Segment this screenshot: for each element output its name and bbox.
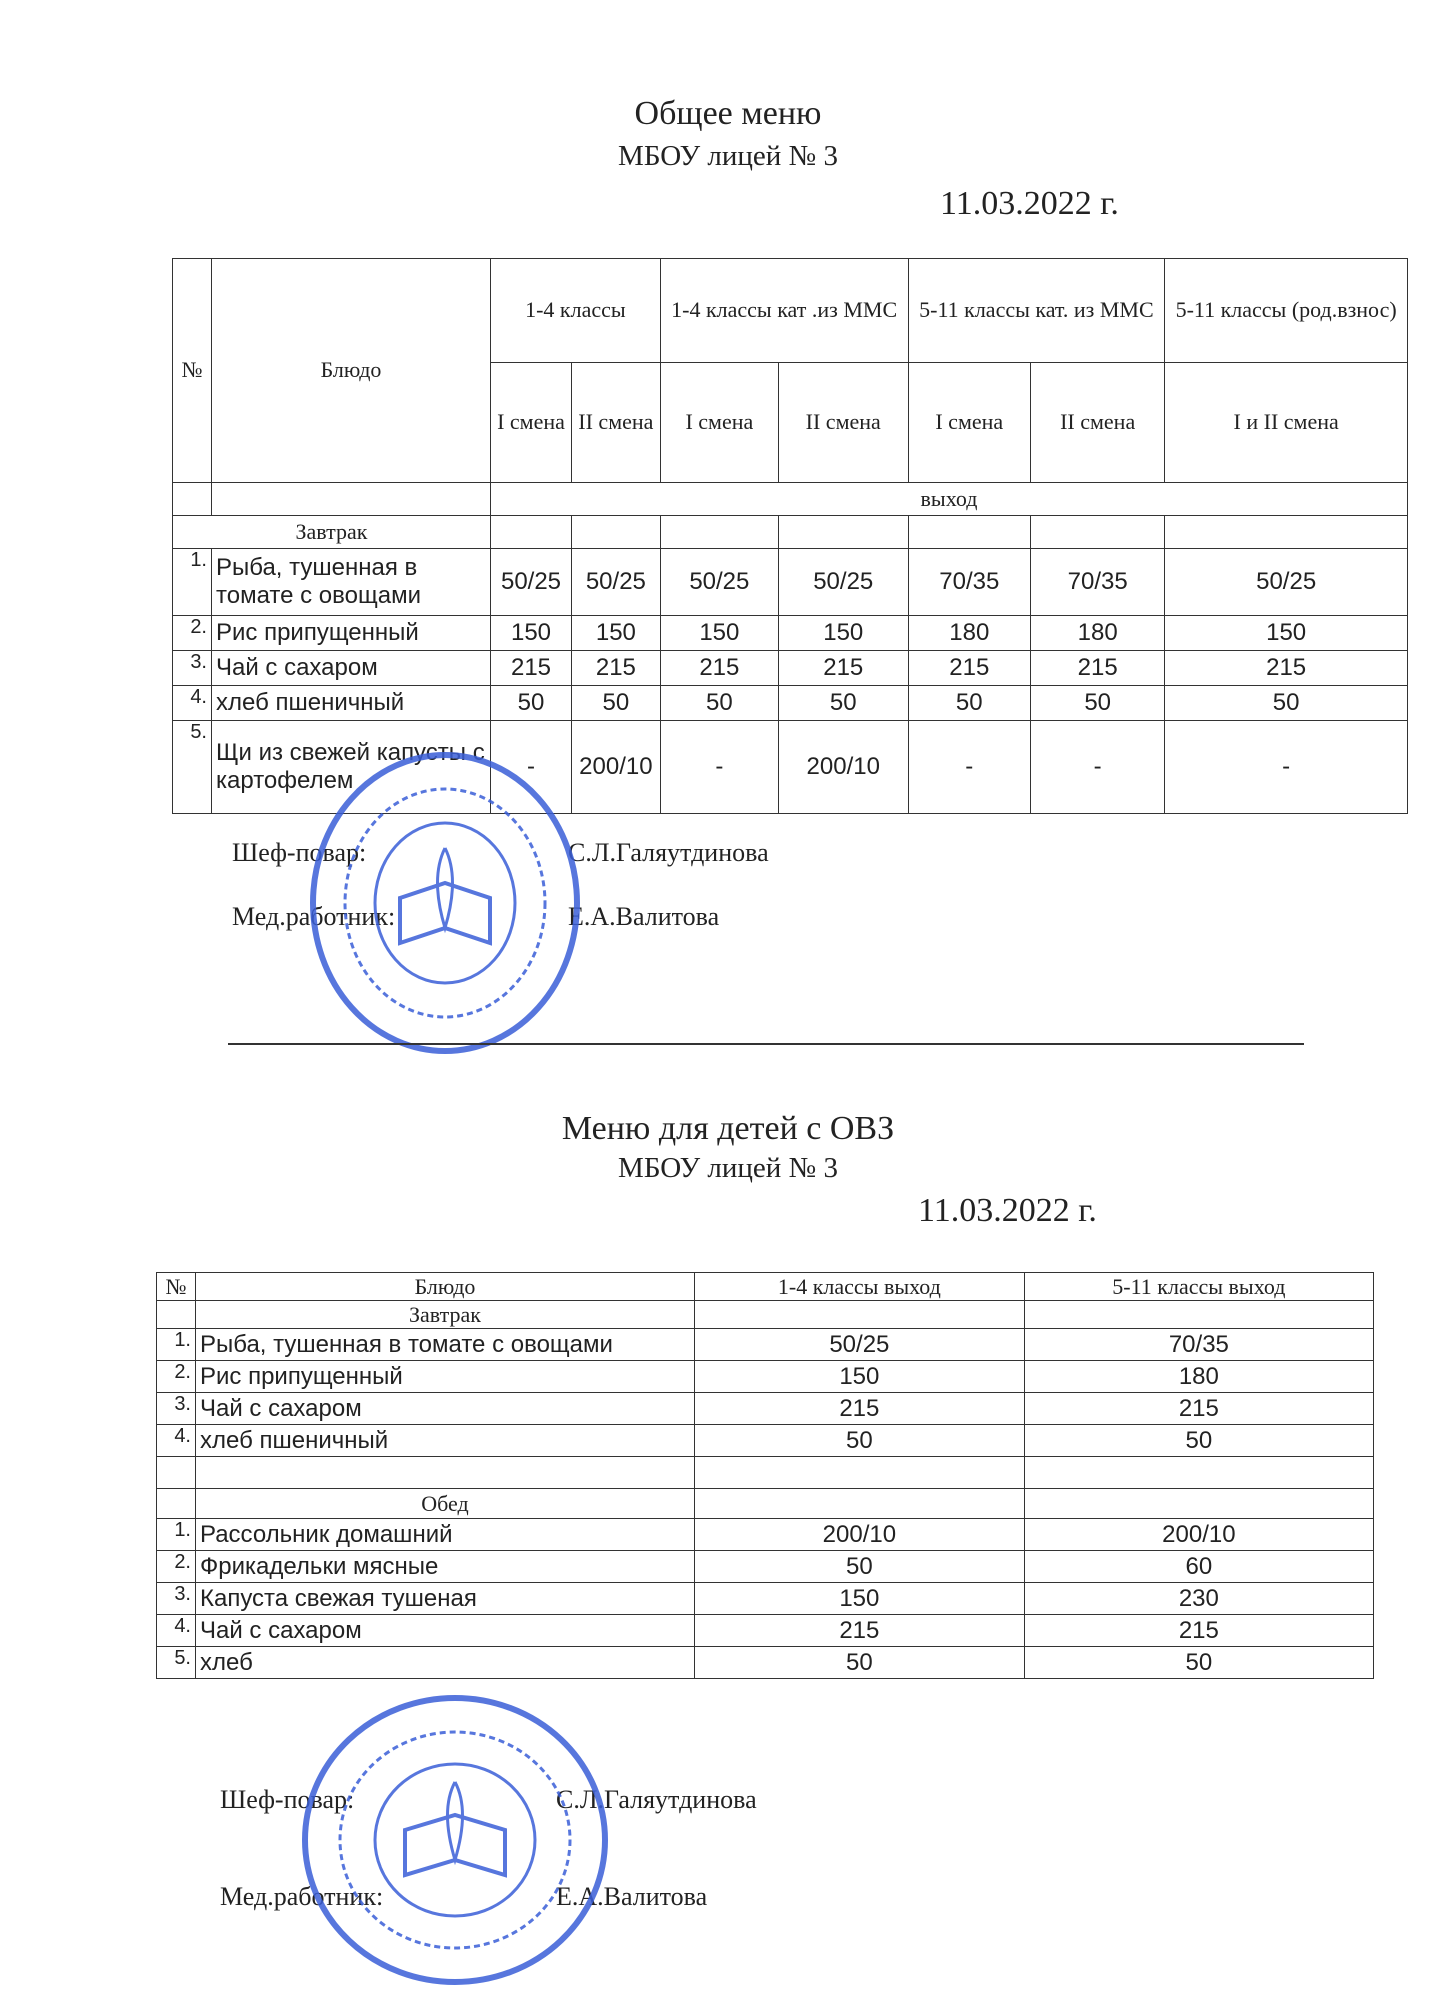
divider: [228, 1043, 1304, 1045]
dish-name: Рис припущенный: [196, 1361, 695, 1393]
portion-value: -: [491, 721, 572, 814]
portion-value: 215: [660, 651, 778, 686]
col-group: 5-11 классы (род.взнос): [1165, 259, 1408, 363]
dish-name: Чай с сахаром: [212, 651, 491, 686]
menu2-title: Меню для детей с ОВЗ: [561, 1110, 895, 1147]
portion-value: 50/25: [660, 548, 778, 616]
portion-value: 215: [572, 651, 661, 686]
portion-value: 230: [1024, 1583, 1373, 1615]
portion-value: 180: [1031, 616, 1165, 651]
portion-value: 215: [908, 651, 1031, 686]
med-name: Е.А.Валитова: [556, 1882, 708, 1911]
row-number: 4.: [157, 1425, 196, 1457]
portion-value: 50: [1165, 686, 1408, 721]
table-row: [157, 1583, 1374, 1615]
dish-name: Капуста свежая тушеная: [196, 1583, 695, 1615]
col-dish: Блюдо: [196, 1273, 695, 1301]
portion-value: 50/25: [491, 548, 572, 616]
table-row: [173, 548, 1408, 616]
chef-label: Шеф-повар:: [220, 1785, 355, 1814]
menu2-school: МБОУ лицей № 3: [618, 1152, 838, 1184]
col-1-4: 1-4 классы выход: [695, 1273, 1025, 1301]
official-stamp: [295, 1690, 615, 1995]
meal-lunch: Обед: [196, 1489, 695, 1519]
portion-value: 150: [491, 616, 572, 651]
portion-value: -: [1031, 721, 1165, 814]
portion-value: 150: [778, 616, 908, 651]
col-5-11: 5-11 классы выход: [1024, 1273, 1373, 1301]
table-row: [157, 1361, 1374, 1393]
meal-breakfast: Завтрак: [173, 515, 491, 548]
dish-name: хлеб: [196, 1647, 695, 1679]
portion-value: 215: [491, 651, 572, 686]
portion-value: -: [908, 721, 1031, 814]
portion-value: 50: [908, 686, 1031, 721]
portion-value: 50: [695, 1425, 1025, 1457]
portion-value: 150: [695, 1361, 1025, 1393]
col-shift: I и II смена: [1165, 362, 1408, 482]
output-label: выход: [491, 482, 1408, 515]
portion-value: 50: [778, 686, 908, 721]
dish-name: Рис припущенный: [212, 616, 491, 651]
col-shift: II смена: [1031, 362, 1165, 482]
col-shift: II смена: [778, 362, 908, 482]
med-label: Мед.работник:: [220, 1882, 384, 1911]
dish-name: Рассольник домашний: [196, 1519, 695, 1551]
dish-name: Рыба, тушенная в томате с овощами: [196, 1329, 695, 1361]
col-shift: I смена: [491, 362, 572, 482]
col-shift: I смена: [908, 362, 1031, 482]
col-shift: II смена: [572, 362, 661, 482]
col-group: 5-11 классы кат. из ММС: [908, 259, 1165, 363]
meal-breakfast: Завтрак: [196, 1301, 695, 1329]
portion-value: 70/35: [1031, 548, 1165, 616]
portion-value: 200/10: [695, 1519, 1025, 1551]
table-row: [173, 686, 1408, 721]
table-row: [157, 1329, 1374, 1361]
menu2-table: [156, 1272, 1374, 1679]
portion-value: 50/25: [695, 1329, 1025, 1361]
menu2-date: 11.03.2022 г.: [918, 1192, 1097, 1229]
row-number: 2.: [157, 1551, 196, 1583]
portion-value: 215: [695, 1393, 1025, 1425]
chef-label: Шеф-повар:: [232, 838, 367, 867]
table-row: [157, 1551, 1374, 1583]
portion-value: 200/10: [1024, 1519, 1373, 1551]
portion-value: 50: [695, 1647, 1025, 1679]
table-row: [173, 651, 1408, 686]
portion-value: 215: [1024, 1615, 1373, 1647]
table-row: [157, 1615, 1374, 1647]
portion-value: 70/35: [908, 548, 1031, 616]
dish-name: Фрикадельки мясные: [196, 1551, 695, 1583]
portion-value: 50/25: [778, 548, 908, 616]
portion-value: 215: [1031, 651, 1165, 686]
portion-value: 50: [660, 686, 778, 721]
col-dish: Блюдо: [212, 259, 491, 483]
row-number: 3.: [173, 651, 212, 686]
portion-value: 200/10: [778, 721, 908, 814]
menu1-title: Общее меню: [634, 95, 822, 132]
dish-name: Рыба, тушенная в томате с овощами: [212, 548, 491, 616]
chef-name: С.Л.Галяутдинова: [568, 838, 769, 867]
portion-value: 150: [660, 616, 778, 651]
portion-value: 50: [1031, 686, 1165, 721]
portion-value: 60: [1024, 1551, 1373, 1583]
table-row: [157, 1647, 1374, 1679]
portion-value: 150: [695, 1583, 1025, 1615]
chef-name: С.Л.Галяутдинова: [556, 1785, 757, 1814]
table-row: [157, 1425, 1374, 1457]
table-row: [157, 1393, 1374, 1425]
med-label: Мед.работник:: [232, 902, 396, 931]
table-row: [173, 616, 1408, 651]
portion-value: 180: [1024, 1361, 1373, 1393]
dish-name: хлеб пшеничный: [212, 686, 491, 721]
portion-value: 50: [572, 686, 661, 721]
dish-name: хлеб пшеничный: [196, 1425, 695, 1457]
col-no: №: [173, 259, 212, 483]
portion-value: -: [660, 721, 778, 814]
col-shift: I смена: [660, 362, 778, 482]
portion-value: 50/25: [572, 548, 661, 616]
portion-value: 180: [908, 616, 1031, 651]
portion-value: 215: [1165, 651, 1408, 686]
row-number: 5.: [173, 721, 212, 814]
portion-value: 215: [695, 1615, 1025, 1647]
portion-value: 150: [572, 616, 661, 651]
row-number: 1.: [173, 548, 212, 616]
dish-name: Щи из свежей капусты с картофелем: [212, 721, 491, 814]
menu1-table: [172, 258, 1408, 814]
menu1-date: 11.03.2022 г.: [940, 185, 1119, 222]
portion-value: 215: [1024, 1393, 1373, 1425]
row-number: 4.: [173, 686, 212, 721]
med-name: Е.А.Валитова: [568, 902, 720, 931]
col-no: №: [157, 1273, 196, 1301]
portion-value: 215: [778, 651, 908, 686]
portion-value: 150: [1165, 616, 1408, 651]
table-row: [157, 1519, 1374, 1551]
portion-value: 50: [695, 1551, 1025, 1583]
portion-value: 70/35: [1024, 1329, 1373, 1361]
portion-value: 200/10: [572, 721, 661, 814]
row-number: 3.: [157, 1583, 196, 1615]
portion-value: 50: [1024, 1647, 1373, 1679]
col-group: 1-4 классы кат .из ММС: [660, 259, 908, 363]
col-group: 1-4 классы: [491, 259, 661, 363]
menu1-school: МБОУ лицей № 3: [618, 140, 838, 172]
row-number: 1.: [157, 1329, 196, 1361]
portion-value: 50/25: [1165, 548, 1408, 616]
official-stamp: [305, 748, 585, 1058]
row-number: 4.: [157, 1615, 196, 1647]
row-number: 5.: [157, 1647, 196, 1679]
portion-value: -: [1165, 721, 1408, 814]
dish-name: Чай с сахаром: [196, 1615, 695, 1647]
row-number: 3.: [157, 1393, 196, 1425]
dish-name: Чай с сахаром: [196, 1393, 695, 1425]
row-number: 1.: [157, 1519, 196, 1551]
row-number: 2.: [157, 1361, 196, 1393]
portion-value: 50: [491, 686, 572, 721]
portion-value: 50: [1024, 1425, 1373, 1457]
row-number: 2.: [173, 616, 212, 651]
